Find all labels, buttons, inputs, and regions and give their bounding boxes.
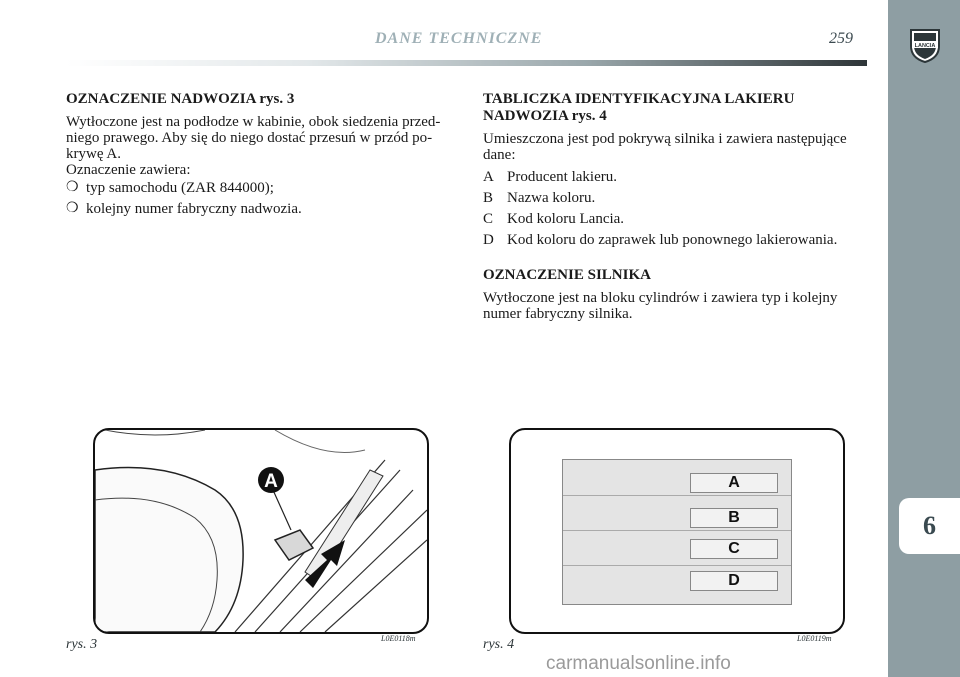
callout-label: A	[264, 471, 278, 492]
text-line: Oznaczenie zawiera:	[66, 162, 191, 178]
figure-paint-plate	[509, 428, 845, 634]
bullet-circle-icon: ❍	[66, 201, 79, 216]
section-heading-paint-plate	[483, 91, 867, 125]
list-item	[483, 190, 867, 206]
right-column	[483, 91, 867, 322]
plate-field-d: D	[690, 571, 778, 591]
text-line: numer fabryczny silnika.	[483, 306, 633, 322]
running-header: DANE TECHNICZNE	[375, 30, 543, 47]
item-letter: B	[483, 190, 494, 206]
list-item	[483, 169, 867, 185]
list-item	[483, 211, 867, 227]
figure-caption: rys. 4	[483, 637, 515, 652]
seat-floor-illustration	[95, 430, 427, 632]
item-letter: A	[483, 169, 494, 185]
text-line: dane:	[483, 147, 516, 163]
plate-divider	[563, 530, 791, 531]
lancia-logo-icon	[907, 26, 943, 64]
header-rule	[66, 60, 867, 66]
figure-code: L0E0119m	[797, 634, 832, 643]
heading-line: TABLICZKA IDENTYFIKACYJNA LAKIERU	[483, 91, 795, 107]
logo-text: LANCIA	[914, 43, 936, 49]
text-line: Umieszczona jest pod pokrywą silnika i zawiera następujące	[483, 131, 847, 147]
text-line: Wytłoczone jest na podłodze w kabinie, obok siedzenia przed-	[66, 114, 441, 130]
list-item-text: kolejny numer fabryczny nadwozia.	[86, 201, 302, 217]
watermark: carmanualsonline.info	[546, 653, 731, 674]
item-letter: D	[483, 232, 494, 248]
chapter-tab[interactable]: 6	[899, 498, 960, 554]
item-text: Nazwa koloru.	[507, 190, 596, 206]
text-line: krywę A.	[66, 146, 121, 162]
paint-identification-plate	[562, 459, 792, 605]
item-text: Kod koloru Lancia.	[507, 211, 625, 227]
plate-divider	[563, 495, 791, 496]
text-line: Wytłoczone jest na bloku cylindrów i zawiera typ i kolejny	[483, 290, 838, 306]
section-heading-engine-marking: OZNACZENIE SILNIKA	[483, 267, 651, 283]
list-item	[483, 232, 867, 248]
engine-marking-text	[483, 290, 867, 322]
chapter-sidebar	[888, 0, 960, 677]
body-marking-text	[66, 114, 451, 178]
item-letter: C	[483, 211, 494, 227]
plate-divider	[563, 565, 791, 566]
bullet-circle-icon: ❍	[66, 180, 79, 195]
figure-caption: rys. 3	[66, 637, 98, 652]
text-line: niego prawego. Aby się do niego dostać przesuń w przód po-	[66, 130, 433, 146]
figure-body-marking	[93, 428, 429, 634]
body-marking-list	[66, 180, 451, 217]
section-heading-body-marking: OZNACZENIE NADWOZIA rys. 3	[66, 91, 295, 107]
plate-field-b: B	[690, 508, 778, 528]
list-item	[66, 180, 451, 196]
plate-field-c: C	[690, 539, 778, 559]
page-number: 259	[829, 30, 853, 47]
item-text: Kod koloru do zaprawek lub ponownego lakierowania.	[507, 232, 838, 248]
figure-code: L0E0118m	[381, 634, 416, 643]
left-column	[66, 91, 451, 222]
list-item	[66, 201, 451, 217]
plate-field-a: A	[690, 473, 778, 493]
paint-plate-intro	[483, 131, 867, 163]
heading-line: NADWOZIA rys. 4	[483, 108, 607, 124]
paint-plate-list	[483, 169, 867, 248]
list-item-text: typ samochodu (ZAR 844000);	[86, 180, 274, 196]
item-text: Producent lakieru.	[507, 169, 617, 185]
